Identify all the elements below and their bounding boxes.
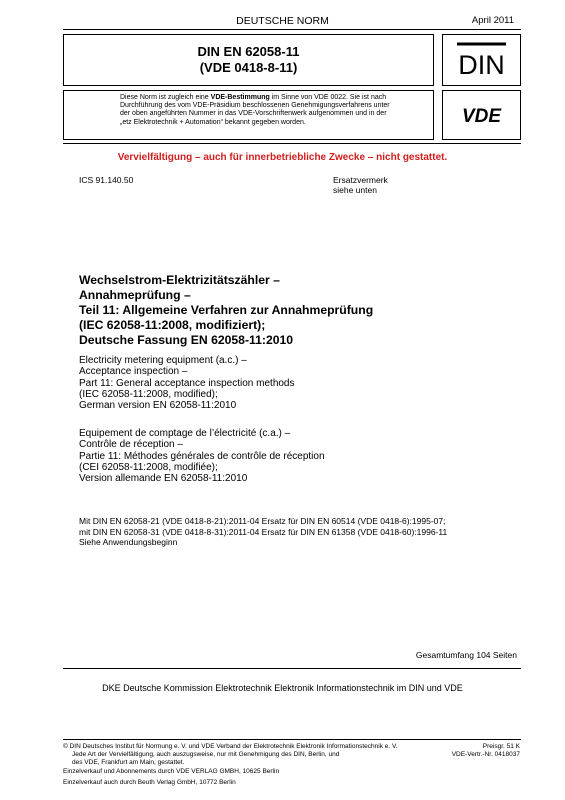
title-german (79, 273, 519, 348)
title-german-line: Wechselstrom-Elektrizitätszähler – (79, 273, 280, 287)
vde-logo-text: VDE (461, 106, 502, 127)
replacement-note-line: siehe unten (333, 185, 377, 195)
din-logo-text: DIN (458, 50, 505, 80)
title-french-line: Version allemande EN 62058-11:2010 (79, 473, 248, 485)
title-english-line: Acceptance inspection – (79, 366, 188, 378)
copyright-notice (63, 743, 443, 767)
copyright-line: des VDE, Frankfurt am Main, gestattet. (72, 759, 185, 766)
ics-code: ICS 91.140.50 (79, 175, 134, 185)
title-german-line: Deutsche Fassung EN 62058-11:2010 (79, 333, 294, 347)
vde-number: (VDE 0418-8-11) (199, 60, 298, 75)
sales-info-vde: Einzelverkauf und Abonnements durch VDE VERLAG GMBH, 10625 Berlin (63, 768, 280, 775)
issue-date: April 2011 (471, 15, 514, 26)
title-german-line: (IEC 62058-11:2008, modifiziert); (79, 318, 266, 332)
title-french-line: Partie 11: Méthodes générales de contrôle de réception (79, 450, 325, 462)
copy-warning: Vervielfältigung – auch für innerbetriebliche Zwecke – nicht gestattet. (117, 152, 448, 163)
supersession-line: Mit DIN EN 62058-21 (VDE 0418-8-21):2011-04 Ersatz für DIN EN 60514 (VDE 0418-6):1995-07; (79, 516, 446, 526)
copyright-line: Jede Art der Vervielfältigung, auch auszugsweise, nur mit Genehmigung des DIN, Berlin, und (72, 751, 340, 758)
vde-logo-icon (443, 91, 520, 139)
title-french-line: (CEI 62058-11:2008, modifiée); (79, 461, 218, 473)
replacement-note-line: Ersatzvermerk (333, 175, 388, 185)
standard-number-box (63, 34, 434, 86)
title-french-line: Equipement de comptage de l’électricité (c.a.) – (79, 428, 291, 439)
vde-approval-note (63, 90, 434, 140)
supersession-line: Siehe Anwendungsbeginn (79, 537, 178, 548)
din-logo-icon (443, 35, 520, 85)
supersession-note (79, 516, 529, 548)
order-info (452, 743, 520, 759)
vde-note-line: der oben angeführten Nummer in das VDE-Vorschriftenwerk aufgenommen und in der (120, 110, 387, 118)
vde-order-number: VDE-Vertr.-Nr. 0418037 (451, 751, 520, 758)
norm-type-label: DEUTSCHE NORM (236, 15, 329, 27)
total-pages: Gesamtumfang 104 Seiten (415, 650, 517, 660)
title-english-line: (IEC 62058-11:2008, modified); (79, 388, 218, 400)
din-number: DIN EN 62058-11 (197, 44, 300, 59)
title-german-line: Teil 11: Allgemeine Verfahren zur Annahmeprüfung (79, 303, 374, 317)
dke-divider-top (63, 668, 521, 669)
title-english-line: Part 11: General acceptance inspection methods (79, 377, 295, 389)
vde-note-line: „etz Elektrotechnik + Automation“ bekannt gegeben worden. (120, 118, 306, 126)
section-divider (63, 143, 521, 144)
title-french-line: Contrôle de réception – (79, 439, 183, 451)
replacement-note (333, 175, 388, 195)
dke-commission: DKE Deutsche Kommission Elektrotechnik Elektronik Informationstechnik im DIN und VDE (102, 683, 463, 693)
title-english (79, 355, 519, 411)
header-divider (63, 29, 521, 30)
vde-note-line: Diese Norm ist zugleich eine VDE-Bestimmung im Sinne von VDE 0022. Sie ist nach (120, 94, 387, 101)
title-english-line: German version EN 62058-11:2010 (79, 400, 237, 412)
footer-divider (63, 739, 521, 740)
title-english-line: Electricity metering equipment (a.c.) – (79, 355, 247, 366)
supersession-line: mit DIN EN 62058-31 (VDE 0418-8-31):2011-04 Ersatz für DIN EN 61358 (VDE 0418-60):1996-11 (79, 526, 448, 537)
copyright-line: © DIN Deutsches Institut für Normung e. V. und VDE Verband der Elektrotechnik Elektronik Informationstechnik e. V. (63, 743, 398, 750)
sales-info-beuth: Einzelverkauf auch durch Beuth Verlag GmbH, 10772 Berlin (63, 779, 236, 786)
price-group: Preisgr. 51 K (482, 743, 520, 750)
vde-logo-box (442, 90, 521, 140)
vde-note-line: Durchführung des vom VDE-Präsidium beschlossenen Genehmigungsverfahrens unter (120, 102, 390, 110)
din-logo-box (442, 34, 521, 86)
title-french (79, 428, 519, 484)
title-german-line: Annahmeprüfung – (79, 288, 191, 302)
